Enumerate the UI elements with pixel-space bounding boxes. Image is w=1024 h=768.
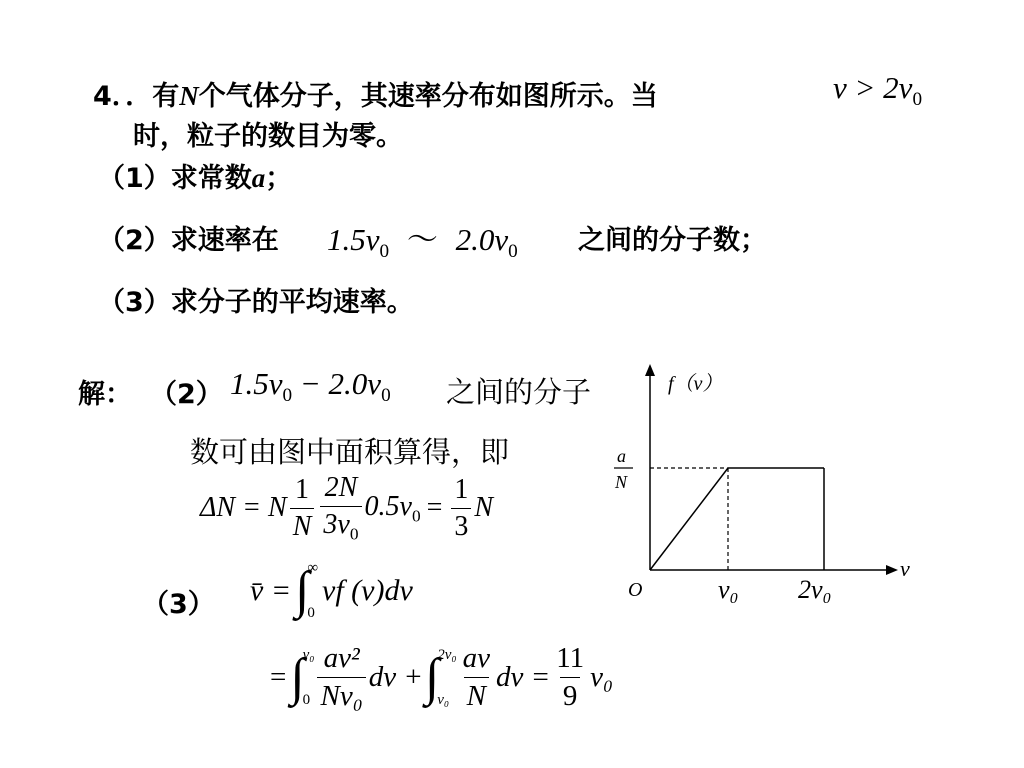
condition-formula [833, 70, 922, 111]
eq3-integral-1 [290, 647, 314, 709]
q2-range-b: 2.0v [455, 222, 509, 257]
x-axis-arrow [886, 565, 898, 575]
eq1-mid-sub: 0 [411, 506, 421, 526]
part2-text-2: 数可由图中面积算得，即 [190, 435, 510, 469]
y-tick-numerator: a [617, 446, 626, 466]
y-axis-label: f（v） [668, 373, 723, 395]
q2-range-a: 1.5v [327, 222, 380, 257]
speed-distribution-graph [600, 360, 930, 620]
eq3-integral-2 [425, 647, 457, 709]
eq2-upper: ∞ [307, 560, 319, 576]
eq1-f3-num: 1 [454, 473, 469, 505]
equation-mean-result [270, 642, 613, 713]
origin-label: O [628, 579, 643, 601]
part2-range-b: − 2.0v [292, 366, 382, 401]
eq2-integral [295, 560, 318, 622]
problem-line-2: 时，粒子的数目为零。 [133, 121, 403, 152]
x-tick-2v0: 2v₀ [798, 575, 832, 604]
integral-sign: ∫ [295, 562, 310, 619]
eq3-equals: = [270, 661, 287, 693]
distribution-rising-segment [650, 468, 728, 570]
eq1-f2-den-sub: 0 [349, 524, 359, 544]
eq3-f3-den: 9 [560, 677, 581, 713]
problem-text-a: 有 [152, 81, 180, 112]
part2-text-1: 之间的分子 [446, 375, 592, 409]
eq3-limits-2 [437, 647, 456, 709]
eq2-limits [307, 560, 318, 622]
eq3-f1-den: Nv₀ [317, 677, 365, 713]
eq3-i1-upper: v₀ [302, 646, 315, 663]
q2-range [327, 214, 518, 263]
condition-text: v > 2v [833, 70, 913, 105]
eq1-fraction-1 [290, 474, 315, 543]
part3-label: （3） [142, 589, 215, 620]
problem-line-1 [93, 74, 658, 113]
y-axis-arrow [645, 364, 655, 376]
eq3-f3-num: 11 [556, 642, 585, 674]
integral-sign: ∫ [290, 648, 305, 706]
q2-range-a-sub: 0 [379, 241, 390, 263]
y-tick-denominator: N [615, 472, 628, 492]
part2-range-b-sub: 0 [381, 385, 391, 407]
question-1 [98, 156, 292, 195]
eq1-rhs: N [474, 492, 494, 524]
eq1-f1-den: N [290, 508, 315, 543]
equation-delta-n [200, 472, 493, 545]
eq3-fraction-2 [460, 642, 493, 713]
eq3-f2-num: av [462, 642, 490, 674]
eq3-i1-lower: 0 [302, 691, 311, 708]
q1-prefix: （1）求常数 [98, 163, 252, 194]
eq2-integrand: vf (v)dv [322, 574, 413, 607]
eq1-f3-den: 3 [451, 508, 471, 543]
q2-range-b-sub: 0 [508, 241, 518, 263]
question-2 [98, 218, 279, 257]
eq3-f2-den: N [464, 677, 489, 713]
eq1-lhs: ΔN = N [200, 492, 287, 524]
eq1-f1-num: 1 [295, 473, 310, 505]
part2-range [230, 366, 391, 407]
eq2-lower: 0 [307, 605, 315, 621]
condition-sub: 0 [912, 89, 923, 111]
eq3-fraction-3 [553, 642, 587, 713]
eq1-equals: = [426, 492, 443, 524]
eq3-i2-lower: v₀ [437, 691, 450, 708]
q2-tilde: ～ [406, 222, 438, 257]
eq3-rhs: v₀ [590, 661, 614, 693]
eq1-fraction-2 [320, 472, 361, 545]
eq1-f2-num: 2N [324, 472, 358, 503]
eq3-i2-upper: 2v₀ [437, 646, 457, 663]
var-N: N [179, 81, 199, 111]
problem-text-b: 个气体分子，其速率分布如图所示。当 [198, 81, 658, 112]
eq3-dv-2: dv = [495, 661, 551, 693]
eq2-lhs: v̄ = [250, 574, 292, 607]
eq1-f2-den: 3v [323, 509, 350, 540]
x-axis-label: v [900, 556, 910, 581]
x-tick-v0: v₀ [718, 575, 739, 604]
integral-sign: ∫ [424, 648, 440, 706]
part2-range-a: 1.5v [230, 366, 283, 401]
q1-suffix: ； [265, 163, 293, 194]
eq3-f1-num: av² [323, 642, 360, 674]
problem-number: 4．． [93, 81, 153, 112]
eq3-fraction-1 [317, 642, 365, 713]
var-a: a [251, 163, 266, 193]
eq3-dv-1: dv + [368, 661, 423, 693]
eq1-mid: 0.5v [364, 490, 412, 522]
eq1-fraction-3 [451, 474, 471, 543]
solution-label: 解： [78, 379, 132, 410]
question-3: （3）求分子的平均速率。 [98, 287, 414, 318]
equation-mean-speed [250, 560, 413, 622]
eq3-limits-1 [303, 647, 315, 709]
part2-range-a-sub: 0 [282, 385, 293, 407]
q2-suffix: 之间的分子数； [578, 225, 767, 256]
q2-prefix: （2）求速率在 [98, 225, 279, 256]
part2-label: （2） [150, 379, 223, 410]
